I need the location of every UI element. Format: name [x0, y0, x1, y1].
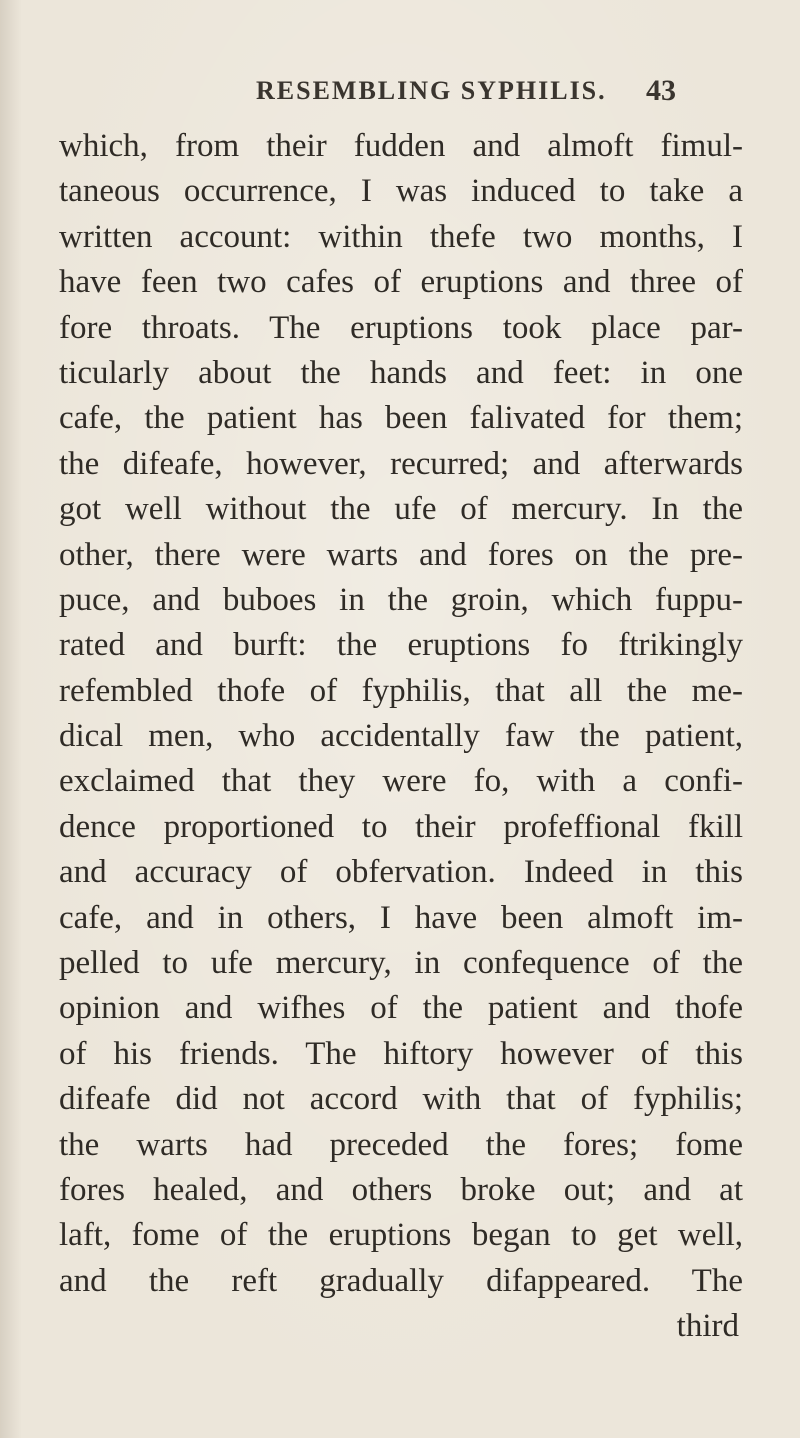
running-head: [0, 76, 800, 116]
text-line: and the reft gradually difappeared. The: [59, 1262, 743, 1299]
text-line: difeafe did not accord with that of fyphilis;: [59, 1081, 743, 1118]
text-line: got well without the ufe of mercury. In the: [59, 491, 743, 528]
text-line: written account: within thefe two months, I: [59, 218, 743, 255]
text-line: taneous occurrence, I was induced to take a: [59, 173, 743, 210]
text-line: fore throats. The eruptions took place par-: [59, 309, 743, 346]
text-line: laft, fome of the eruptions began to get well,: [59, 1217, 743, 1254]
catchword: third: [676, 1308, 739, 1345]
text-line: exclaimed that they were fo, with a confi-: [59, 763, 743, 800]
text-line: opinion and wifhes of the patient and thofe: [59, 990, 743, 1027]
text-line: fores healed, and others broke out; and at: [59, 1171, 743, 1208]
page-fold-shadow: [0, 0, 22, 1438]
text-line: the difeafe, however, recurred; and afterwards: [59, 445, 743, 482]
text-line: dence proportioned to their profeffional fkill: [59, 808, 743, 845]
text-line: the warts had preceded the fores; fome: [59, 1126, 743, 1163]
text-line: refembled thofe of fyphilis, that all the me-: [59, 672, 743, 709]
text-line: other, there were warts and fores on the pre-: [59, 536, 743, 573]
running-title: RESEMBLING SYPHILIS.: [256, 76, 607, 105]
text-line: pelled to ufe mercury, in confequence of the: [59, 945, 743, 982]
text-line: which, from their fudden and almoft fimul-: [59, 128, 743, 164]
text-line: rated and burft: the eruptions fo ftrikingly: [59, 627, 743, 664]
text-line: of his friends. The hiftory however of this: [59, 1035, 743, 1072]
text-line: puce, and buboes in the groin, which fuppu-: [59, 581, 743, 618]
text-line: and accuracy of obfervation. Indeed in this: [59, 854, 743, 891]
text-line: cafe, the patient has been falivated for them;: [59, 400, 743, 437]
body-text: [59, 124, 743, 1350]
text-line: ticularly about the hands and feet: in one: [59, 354, 743, 391]
text-line: dical men, who accidentally faw the patient,: [59, 718, 743, 755]
text-line: cafe, and in others, I have been almoft im-: [59, 899, 743, 936]
page-number: 43: [646, 74, 676, 107]
text-line: have feen two cafes of eruptions and three of: [59, 264, 743, 301]
